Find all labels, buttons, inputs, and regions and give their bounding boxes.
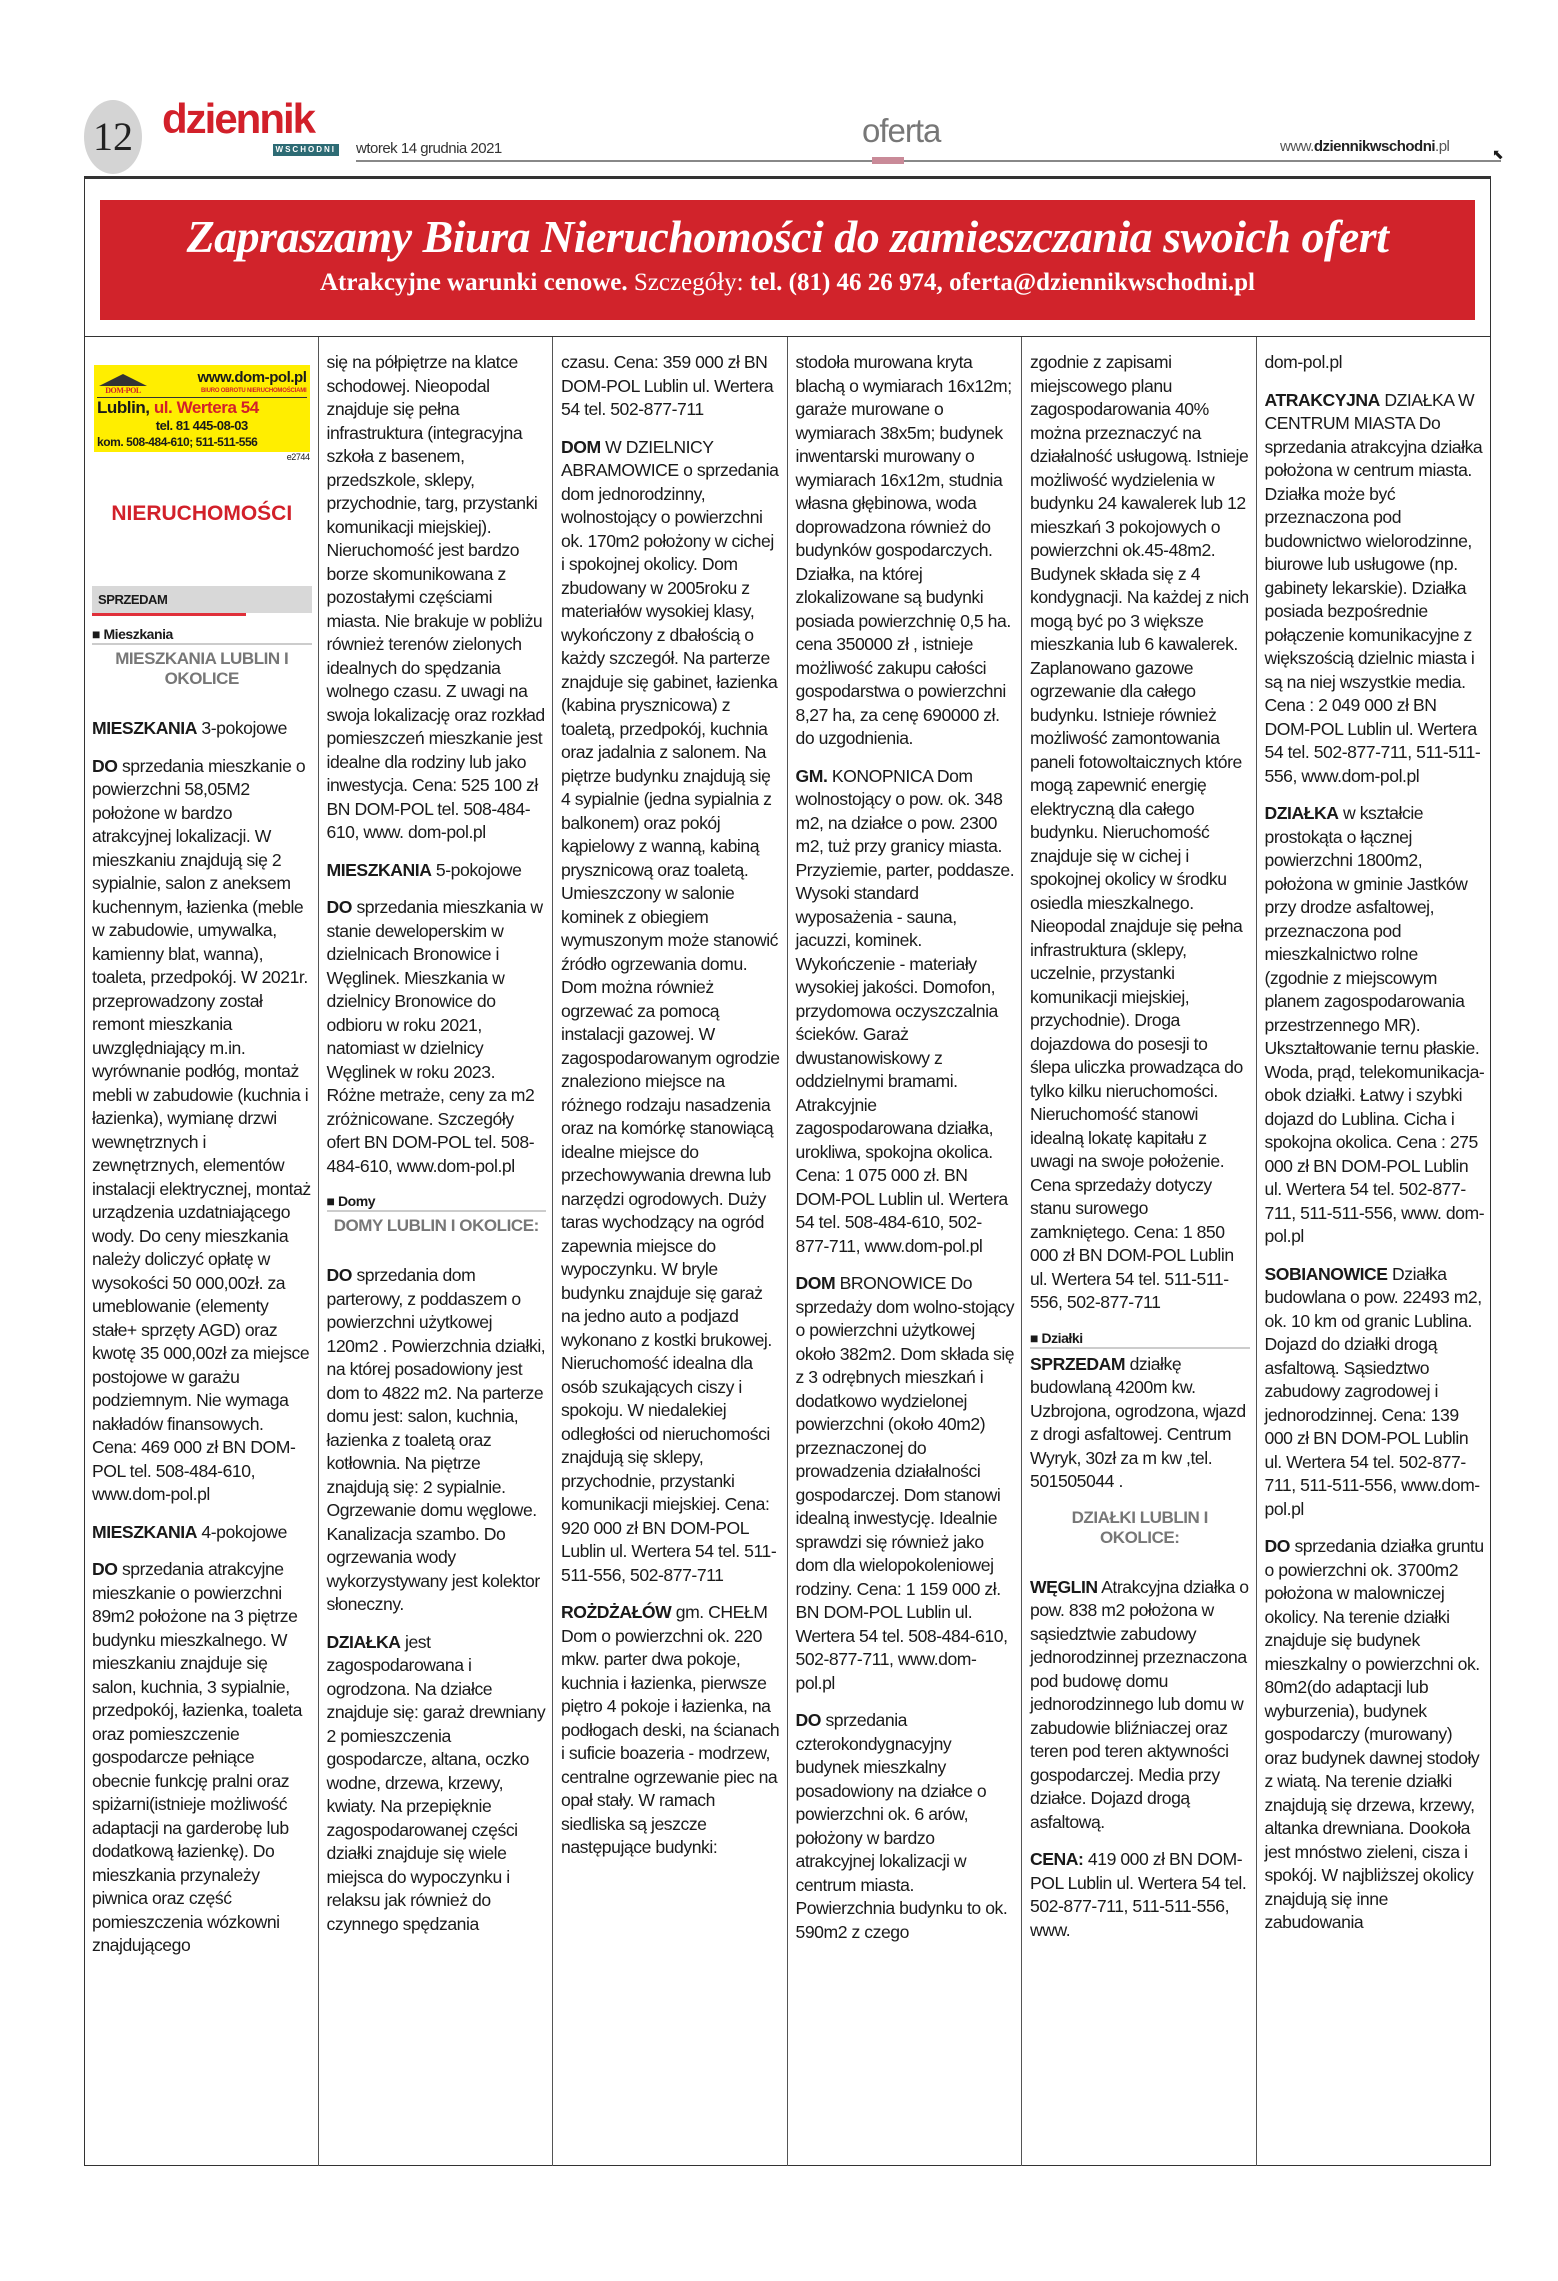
listing-text: w kształcie prostokąta o łącznej powierzchni 1800m2, położona w gminie Jastków przy drodze asfaltowej, przeznaczona pod mieszkalnictwo rolne (zgodnie z miejscowym planem zagospodarowania przestrzennego MR). Ukształtowanie ternu płaskie. Woda, prąd, telekomunikacja- obok działki. Łatwy i szybki dojazd do Lublina. Cicha i spokojna okolica. Cena : 275 000 zł BN DOM-POL Lublin ul. Wertera 54 tel. 502-877-711, 511-511-556, www. dom-pol.pl — [1264, 803, 1485, 1246]
url-prefix: www. — [1280, 138, 1314, 155]
mouse-cursor-icon: ⬉ — [1492, 146, 1504, 162]
ad-code: e2744 — [286, 452, 310, 462]
listing-paragraph — [92, 717, 312, 741]
listing-lead: DO — [326, 897, 352, 917]
listing-paragraph — [1030, 351, 1250, 1315]
listing-text: Działka budowlana o pow. 22493 m2, ok. 10 km od granic Lublina. Dojazd do działki drogą asfaltową. Sąsiedztwo zabudowy zagrodowej i jednorodzinnej. Cena: 139 000 zł BN DOM-POL Lublin ul. Wertera 54 tel. 502-877-711, 511-511-556, www.dom-pol.pl — [1264, 1263, 1482, 1519]
section-name: oferta — [862, 112, 941, 149]
listing-lead: DO — [795, 1710, 821, 1730]
listing-lead: ROŻDŻAŁÓW — [561, 1602, 672, 1622]
dom-pol-advert[interactable] — [94, 365, 310, 452]
listing-paragraph — [327, 859, 547, 883]
listing-lead: DOM — [561, 436, 601, 457]
listing-text: stodoła murowana kryta blachą o wymiarach 16x12m; garaże murowane o wymiarach 38x5m; budynek inwentarski murowany o wymiarach 16x12m, studnia własna głębinowa, woda doprowadzona również do budynków gospodarczych. Działka, na której zlokalizowane są budynki posiada powierzchnię 0,5 ha. cena 350000 zł , istnieje możliwość zakupu całości gospodarstwa o powierzchni 8,27 ha, za cenę 690000 zł. do uzgodnienia. — [795, 352, 1012, 748]
listing-lead: GM. — [795, 765, 828, 786]
region-subheading: MIESZKANIA LUBLIN I OKOLICE — [115, 649, 289, 688]
banner-details-label: Szczegóły: — [627, 269, 750, 296]
listing-lead: SOBIANOWICE — [1264, 1263, 1388, 1284]
listing-paragraph — [561, 436, 781, 1588]
ad-city: Lublin, — [97, 398, 150, 417]
listing-paragraph — [1265, 802, 1486, 1249]
ad-brand: DOM-POL — [105, 386, 141, 395]
listing-text: jest zagospodarowana i ogrodzona. Na działce znajduje się: garaż drewniany 2 pomieszczenia gospodarcze, altana, oczko wodne, drzewa, krzewy, kwiaty. Na przepięknie zagospodarowanej części działki znajduje się wiele miejsca do wypoczynku i relaksu jak również do czynnego spędzania — [326, 1631, 546, 1934]
listing-text: zgodnie z zapisami miejscowego planu zagospodarowania 40% można przeznaczyć na działalność usługową. Istnieje możliwość wydzielenia w budynku 24 kawalerek lub 12 mieszkań 3 pokojowych o powierzchni ok.45-48m2. Budynek składa się z 4 kondygnacji. Na każdej z nich mogą być po 3 większe mieszkania lub 6 kawalerek. Zaplanowano gazowe ogrzewanie dla całego budynku. Istnieje również możliwość zamontowania paneli fotowoltaicznych które mogą zapewnić energię elektryczną dla całego budynku. Nieruchomość znajduje się w cichej i spokojnej okolicy w środku osiedla mieszkalnego. Nieopodal znajduje się pełna infrastruktura (sklepy, uczelnie, przystanki komunikacji miejskiej, przychodnie). Droga dojazdowa do posesji to ślepa uliczka prowadząca do tylko kilku nieruchomości. Nieruchomość stanowi idealną lokatę kapitału z uwagi na swoje położenie. Cena sprzedaży dotyczy stanu surowego zamkniętego. Cena: 1 850 000 zł BN DOM-POL Lublin ul. Wertera 54 tel. 511-511-556, 502-877-711 — [1030, 352, 1249, 1312]
ad-top-text — [149, 369, 307, 396]
listing-lead: DZIAŁKA — [326, 1631, 401, 1652]
listing-lead: DOM — [795, 1273, 836, 1293]
listing-text: KONOPNICA Dom wolnostojący o pow. ok. 348 m2, na działce o pow. 2300 m2, tuż przy granicy miasta. Przyziemie, parter, poddasze. Wysoki standard wyposażenia - sauna, jacuzzi, kominek. Wykończenie - materiały wysokiej jakości. Domofon, przydomowa oczyszczalnia ścieków. Garaż dwustanowiskowy z oddzielnymi bramami. Atrakcyjnie zagospodarowana działka, urokliwa, spokojna okolica. Cena: 1 075 000 zł. BN DOM-POL Lublin ul. Wertera 54 tel. 508-484-610, 502-877-711, www.dom-pol.pl — [795, 765, 1015, 1256]
listings-columns — [84, 336, 1491, 2166]
column-5 — [1022, 337, 1257, 2166]
ad-street: ul. Wertera 54 — [153, 398, 259, 417]
banner-email-link[interactable]: oferta@dziennikwschodni.pl — [949, 269, 1255, 296]
listing-lead: ATRAKCYJNA — [1264, 389, 1380, 410]
listing-text: 3-pokojowe — [196, 718, 287, 738]
listing-lead: DO — [92, 755, 118, 776]
column-3 — [553, 337, 788, 2166]
listing-paragraph — [327, 351, 547, 845]
listing-text: sprzedania działka gruntu o powierzchni ok. 3700m2 położona w malowniczej okolicy. Na terenie działki znajduje się budynek mieszkalny o powierzchni ok. 80m2(do adaptacji lub wyburzenia), budynek gospodarczy (murowany) oraz budynek dawnej stodoły z wiatą. Na terenie działki znajdują się drzewa, krzewy, altanka drewniana. Dookoła jest mnóstwo zieleni, cisza i spokój. W najbliższej okolicy znajdują się inne zabudowania — [1264, 1536, 1484, 1932]
listing-lead: SPRZEDAM — [1030, 1353, 1126, 1374]
listing-text: się na półpiętrze na klatce schodowej. Nieopodal znajduje się pełna infrastruktura (integracyjna szkoła z basenem, przedszkole, sklepy, przychodnie, targ, przystanki komunikacji miejskiej). Nieruchomość jest bardzo borze skomunikowana z pozostałymi częściami miasta. Nie brakuje w pobliżu również terenów zielonych idealnych do spędzania wolnego czasu. Z uwagi na swoja lokalizację oraz rozkład pomieszczeń mieszkanie jest idealne dla rodziny lub jako inwestycja. Cena: 525 100 zł BN DOM-POL tel. 508-484-610, www. dom-pol.pl — [326, 352, 545, 842]
listing-text: gm. CHEŁM Dom o powierzchni ok. 220 mkw. parter dwa pokoje, kuchnia i łazienka, pierwsze piętro 4 pokoje i łazienka, na podłogach deski, na ścianach i suficie boazeria - modrzew, centralne ogrzewanie piec na opał stały. W ramach siedliska są jeszcze następujące budynki: — [561, 1602, 780, 1857]
listing-paragraph — [1030, 1353, 1250, 1494]
column-6 — [1257, 337, 1492, 2166]
site-url[interactable] — [1280, 138, 1449, 155]
listing-lead: CENA: — [1030, 1849, 1084, 1869]
banner-phone: tel. (81) 46 26 974, — [749, 269, 943, 296]
page-number: 12 — [84, 100, 142, 174]
issue-date: wtorek 14 grudnia 2021 — [356, 140, 502, 157]
listing-paragraph — [1265, 1263, 1486, 1522]
listing-paragraph — [561, 351, 781, 422]
ad-mobile: kom. 508-484-610; 511-511-556 — [97, 435, 258, 449]
listing-paragraph — [796, 351, 1016, 751]
url-suffix: .pl — [1435, 138, 1450, 155]
newspaper-logo-group[interactable] — [162, 96, 347, 156]
listing-lead: MIESZKANIA — [92, 718, 197, 738]
listing-paragraph — [327, 1631, 547, 1937]
category-label: ■ Działki — [1030, 1329, 1250, 1349]
listing-text: W DZIELNICY ABRAMOWICE o sprzedania dom jednorodzinny, wolnostojący o powierzchni ok. 170m2 położony w cichej i spokojnej okolicy. Dom zbudowany w 2005roku z materiałów wysokiej klasy, wykończony z dbałością o każdy szczegół. Na parterze znajduje się gabinet, łazienka (kabina prysznicowa) z toaletą, przedpokój, kuchnia oraz jadalnia z salonem. Na piętrze budynku znajdują się 4 sypialnie (jedna sypialnia z balkonem) oraz pokój kąpielowy z wanną, kabiną prysznicową oraz toaletą. Umieszczony w salonie kominek z obiegiem wymuszonym może stanowić źródło ogrzewania domu. Dom można również ogrzewać za pomocą instalacji gazowej. W zagospodarowanym ogrodzie znaleziono miejsce na różnego rodzaju nasadzenia oraz na komórkę stanowiącą idealne miejsce do przechowywania drewna lub narzędzi ogrodowych. Duży taras wychodzący na ogród zapewnia miejsce do wypoczynku. W bryle budynku znajduje się garaż na jedno auto a podjazd wykonano z kostki brukowej. Nieruchomość idealna dla osób szukających ciszy i spokoju. W niedalekiej odległości od nieruchomości znajdują się sklepy, przychodnie, przystanki komunikacji miejskiej. Cena: 920 000 zł BN DOM-POL Lublin ul. Wertera 54 tel. 511-511-556, 502-877-711 — [561, 436, 780, 1585]
banner-subtitle — [100, 269, 1475, 297]
listing-text: DZIAŁKA W CENTRUM MIASTA Do sprzedania atrakcyjna działka położona w centrum miasta. Działka może być przeznaczona pod budownictwo wielorodzinne, biurowe lub usługowe (np. gabinety lekarskie). Działka posiada bezpośrednie połączenie komunikacyjne z większością dzielnic miasta i są na niej wszystkie media. Cena : 2 049 000 zł BN DOM-POL Lublin ul. Wertera 54 tel. 502-877-711, 511-511-556, www.dom-pol.pl — [1264, 389, 1483, 786]
ad-tagline: BIURO OBROTU NIERUCHOMOŚCIAMI — [200, 388, 307, 394]
section-marker — [872, 157, 904, 164]
listing-text: sprzedania czterokondygnacyjny budynek mieszkalny posadowiony na działce o powierzchni ok. 6 arów, położony w bardzo atrakcyjnej lokalizacji w centrum miasta. Powierzchnia budynku to ok. 590m2 z czego — [795, 1710, 1008, 1942]
listing-paragraph — [796, 765, 1016, 1259]
listing-paragraph — [1030, 1576, 1250, 1835]
listing-paragraph — [1265, 389, 1486, 789]
header-divider — [356, 160, 1501, 162]
ad-brand-mark — [97, 374, 149, 396]
listing-lead: MIESZKANIA — [326, 859, 432, 880]
ad-website: www.dom-pol.pl — [197, 369, 307, 386]
listing-paragraph — [327, 1264, 547, 1617]
category-label: ■ Domy — [327, 1192, 547, 1212]
listing-paragraph — [561, 1601, 781, 1860]
column-2 — [319, 337, 554, 2166]
category-label: ■ Mieszkania — [92, 625, 312, 645]
newspaper-logo-sub: WSCHODNI — [273, 144, 339, 156]
banner-terms: Atrakcyjne warunki cenowe. — [319, 269, 628, 296]
listing-paragraph — [92, 1558, 312, 1958]
ad-address — [97, 398, 307, 418]
listing-text: czasu. Cena: 359 000 zł BN DOM-POL Lublin ul. Wertera 54 tel. 502-877-711 — [561, 352, 774, 419]
column-4 — [788, 337, 1023, 2166]
listing-text: Atrakcyjna działka o pow. 838 m2 położona w sąsiedztwie zabudowy jednorodzinnej przeznaczona pod budowę domu jednorodzinnego lub domu w zabudowie bliźniaczej oraz teren pod teren aktywności gospodarczej. Media przy działce. Dojazd drogą asfaltową. — [1030, 1576, 1249, 1832]
ad-phone: tel. 81 445-08-03 — [155, 418, 248, 433]
url-domain: dziennikwschodni — [1313, 138, 1436, 155]
promo-banner — [100, 200, 1475, 320]
listing-lead: WĘGLIN — [1030, 1576, 1098, 1597]
listing-paragraph — [327, 896, 547, 1178]
listing-text: sprzedania atrakcyjne mieszkanie o powierzchni 89m2 położone na 3 piętrze budynku mieszkalnego. W mieszkaniu znajduje się salon, kuchnia, 3 sypialnie, przedpokój, łazienka, toaleta oraz pomieszczenie gospodarcze pełniące obecnie funkcję pralni oraz spiżarni(istnieje możliwość adaptacji na garderobę lub dodatkową łazienkę). Do mieszkania przynależy piwnica oraz część pomieszczenia wózkowni znajdującego — [92, 1559, 302, 1955]
listing-paragraph — [796, 1709, 1016, 1944]
listing-paragraph — [1265, 1535, 1486, 1935]
listing-paragraph — [92, 1521, 312, 1545]
listing-text: sprzedania mieszkanie o powierzchni 58,05M2 położone w bardzo atrakcyjnej lokalizacji. W mieszkaniu znajdują się 2 sypialnie, salon z aneksem kuchennym, łazienka (meble w zabudowie, umywalka, kamienny blat, wanna), toaleta, przedpokój. W 2021r. przeprowadzony został remont mieszkania uwzględniający m.in. wyrównanie podłóg, montaż mebli w zabudowie (kuchnia i łazienka), wymianę drzwi wewnętrznych i zewnętrznych, elementów instalacji elektrycznej, montaż urządzenia uzdatniającego wody. Do ceny mieszkania należy doliczyć opłatę w wysokości 50 000,00zł. za umeblowanie (elementy stałe+ sprzęty AGD) oraz kwotę 35 000,00zł za miejsce postojowe w garażu podziemnym. Nie wymaga nakładów finansowych. Cena: 469 000 zł BN DOM-POL tel. 508-484-610, www.dom-pol.pl — [92, 755, 311, 1504]
listing-text: dom-pol.pl — [1264, 352, 1343, 372]
column-1 — [84, 337, 319, 2166]
listing-paragraph — [796, 1272, 1016, 1695]
region-subheading: DOMY LUBLIN I OKOLICE: — [333, 1216, 539, 1235]
listing-text: sprzedania dom parterowy, z poddaszem o powierzchni użytkowej 120m2 . Powierzchnia działki, na której posadowiony jest dom to 4822 m2. Na parterze domu jest: salon, kuchnia, łazienka z toaletą oraz kotłownia. Na piętrze znajdują się: 2 sypialnie. Ogrzewanie domu węglowe. Kanalizacja szambo. Do ogrzewania wody wykorzystywany jest kolektor słoneczny. — [326, 1265, 546, 1614]
listing-lead: DO — [326, 1265, 352, 1285]
section-heading: NIERUCHOMOŚCI — [111, 502, 293, 525]
listing-paragraph — [1030, 1848, 1250, 1942]
category-sprzedam: SPRZEDAM — [92, 586, 312, 614]
listing-text: BRONOWICE Do sprzedaży dom wolno-stojący o powierzchni użytkowej około 382m2. Dom składa się z 3 odrębnych mieszkań i dodatkowo wydzielonej powierzchni (około 40m2) przeznaczonej do prowadzenia działalności gospodarczej. Dom stanowi idealną inwestycję. Idealnie sprawdzi się również jako dom dla wielopokoleniowej rodziny. Cena: 1 159 000 zł. BN DOM-POL Lublin ul. Wertera 54 tel. 508-484-610, 502-877-711, www.dom-pol.pl — [795, 1273, 1015, 1693]
listing-text: działkę budowlaną 4200m kw. Uzbrojona, ogrodzona, wjazd z drogi asfaltowej. Centrum Wyryk, 30zł za m kw ,tel. 501505044 . — [1030, 1353, 1246, 1491]
listing-paragraph — [92, 755, 312, 1507]
listing-lead: DZIAŁKA — [1264, 803, 1339, 823]
region-subheading: DZIAŁKI LUBLIN I OKOLICE: — [1071, 1507, 1208, 1547]
listing-lead: MIESZKANIA — [92, 1521, 197, 1542]
listing-text: 5-pokojowe — [431, 859, 522, 880]
listing-text: sprzedania mieszkania w stanie deweloperskim w dzielnicach Bronowice i Węglinek. Mieszkania w dzielnicy Bronowice do odbioru w roku 2021, natomiast w dzielnicy Węglinek w roku 2023. Różne metraże, ceny za m2 zróżnicowane. Szczegóły ofert BN DOM-POL tel. 508-484-610, www.dom-pol.pl — [326, 897, 543, 1176]
listing-text: 4-pokojowe — [196, 1521, 287, 1542]
listing-paragraph — [1265, 351, 1486, 375]
listing-text: 419 000 zł BN DOM-POL Lublin ul. Wertera 54 tel. 502-877-711, 511-511-556, www. — [1030, 1849, 1247, 1940]
listing-lead: DO — [1264, 1536, 1290, 1556]
ad-top-row — [97, 369, 307, 398]
listing-lead: DO — [92, 1559, 118, 1579]
newspaper-logo[interactable]: dziennik — [162, 95, 315, 142]
house-roof-icon — [99, 374, 147, 386]
banner-title: Zapraszamy Biura Nieruchomości do zamieszczania swoich ofert — [186, 211, 1389, 262]
